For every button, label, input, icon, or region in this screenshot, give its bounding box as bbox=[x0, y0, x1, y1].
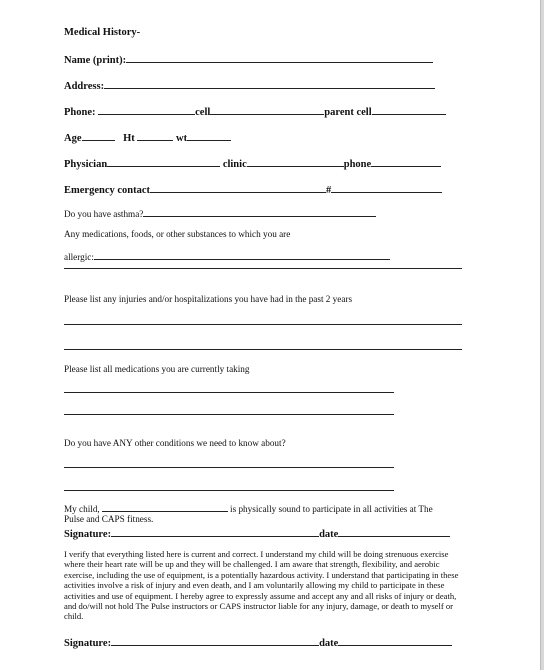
address-field[interactable] bbox=[104, 78, 435, 89]
pulse-caps-text: Pulse and CAPS fitness. bbox=[64, 514, 154, 524]
clinic-label: clinic bbox=[222, 159, 247, 170]
physician-row bbox=[64, 156, 441, 171]
signature-row-2 bbox=[64, 635, 452, 650]
parent-cell-field[interactable] bbox=[372, 104, 446, 115]
physically-sound-text: is physically sound to participate in all activities at The bbox=[230, 504, 433, 514]
asthma-label: Do you have asthma? bbox=[64, 209, 144, 219]
phone-label: Phone: bbox=[64, 107, 96, 118]
emergency-row bbox=[64, 182, 442, 197]
medications-question: Please list all medications you are currently taking bbox=[64, 364, 250, 374]
form-title: Medical History- bbox=[64, 27, 141, 38]
signature-label-1: Signature: bbox=[64, 529, 112, 540]
signature-field-2[interactable] bbox=[111, 635, 319, 646]
allergy-line-2[interactable] bbox=[64, 268, 462, 269]
my-child-label: My child, bbox=[64, 504, 100, 514]
cell-label: cell bbox=[195, 107, 211, 118]
phone2-field[interactable] bbox=[371, 156, 441, 167]
injuries-line-2[interactable] bbox=[64, 349, 462, 350]
injuries-question: Please list any injuries and/or hospitalizations you have had in the past 2 years bbox=[64, 294, 353, 304]
name-field[interactable] bbox=[126, 52, 433, 63]
conditions-line-2[interactable] bbox=[64, 490, 394, 491]
signature-field-1[interactable] bbox=[111, 526, 319, 537]
date-field-1[interactable] bbox=[338, 526, 450, 537]
name-label: Name (print): bbox=[64, 55, 127, 66]
ht-field[interactable] bbox=[137, 130, 173, 141]
emergency-label: Emergency contact bbox=[64, 185, 151, 196]
allergy-row bbox=[64, 249, 390, 264]
date-label-1: date bbox=[319, 529, 339, 540]
medications-line-2[interactable] bbox=[64, 414, 394, 415]
wt-field[interactable] bbox=[187, 130, 231, 141]
allergy-field[interactable] bbox=[94, 249, 390, 260]
wt-label: wt bbox=[176, 133, 188, 144]
physician-field[interactable] bbox=[107, 156, 220, 167]
parent-cell-label: parent cell bbox=[324, 107, 372, 118]
age-label: Age bbox=[64, 133, 82, 144]
window-edge bbox=[540, 0, 544, 670]
signature-row-1 bbox=[64, 526, 450, 541]
clinic-field[interactable] bbox=[247, 156, 344, 167]
address-label: Address: bbox=[64, 81, 105, 92]
emergency-number-field[interactable] bbox=[331, 182, 442, 193]
phone2-label: phone bbox=[343, 159, 372, 170]
emergency-field[interactable] bbox=[150, 182, 326, 193]
address-row bbox=[64, 78, 435, 93]
allergy-question: Any medications, foods, or other substances to which you are bbox=[64, 229, 291, 239]
hash-label: # bbox=[326, 185, 332, 196]
date-label-2: date bbox=[319, 638, 339, 649]
child-name-field[interactable] bbox=[102, 501, 228, 512]
conditions-line-1[interactable] bbox=[64, 467, 394, 468]
asthma-row bbox=[64, 206, 376, 221]
date-field-2[interactable] bbox=[338, 635, 452, 646]
allergy-label: allergic: bbox=[64, 252, 94, 262]
ht-label: Ht bbox=[123, 133, 135, 144]
name-row bbox=[64, 52, 433, 67]
phone-field[interactable] bbox=[98, 104, 195, 115]
conditions-question: Do you have ANY other conditions we need to know about? bbox=[64, 438, 286, 448]
injuries-line-1[interactable] bbox=[64, 324, 462, 325]
physician-label: Physician bbox=[64, 159, 108, 170]
cell-field[interactable] bbox=[210, 104, 324, 115]
phone-row bbox=[64, 104, 446, 119]
asthma-field[interactable] bbox=[143, 206, 376, 217]
signature-label-2: Signature: bbox=[64, 638, 112, 649]
age-row bbox=[64, 130, 231, 145]
waiver-paragraph: I verify that everything listed here is current and correct. I understand my child will be doing strenuous exercise where their heart rate will be up and they will be challenged. I am aware that strength, flexibility, and aerobic exercise, including the use of equipment, is a potentially hazardous activity. I understand that participating in these activities involve a risk of injury and even death, and I am voluntarily allowing my child to participate in these activities and use of equipment. I hereby agree to expressly assume and accept any and all risks of injury or death, and do/will not hold The Pulse instructors or CAPS instructor liable for any injury, damage, or death to myself or child. bbox=[64, 549, 459, 622]
medications-line-1[interactable] bbox=[64, 392, 394, 393]
age-field[interactable] bbox=[82, 130, 115, 141]
